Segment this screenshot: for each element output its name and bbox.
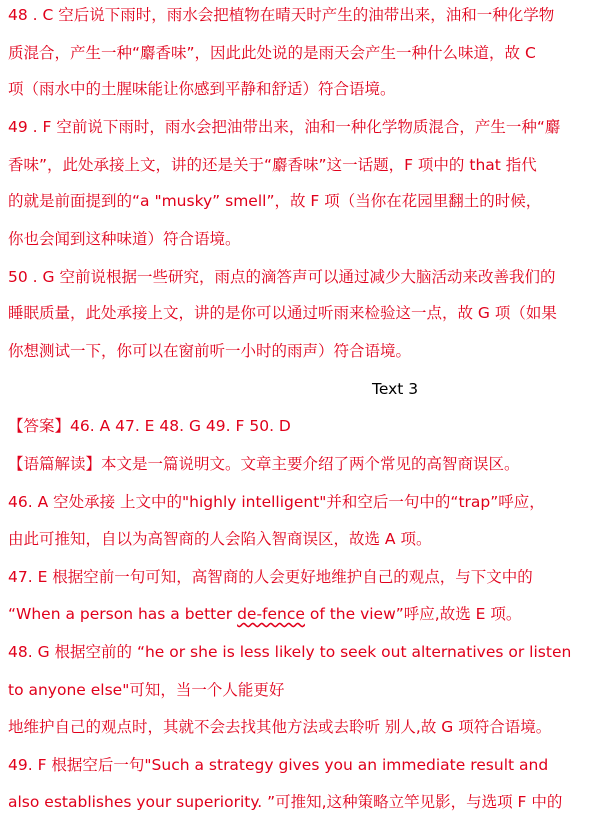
explanation-48-line1: 48 . C 空后说下雨时，雨水会把植物在晴天时产生的油带出来，油和一种化学物 <box>8 6 555 24</box>
text3-title: Text 3 <box>372 380 419 398</box>
q49-line1: 49. F 根据空后一句"Such a strategy gives you an immediate result and <box>8 756 549 774</box>
q47-line2-pre: “When a person has a better <box>8 605 238 623</box>
explanation-49-line1: 49 . F 空前说下雨时，雨水会把油带出来，油和一种化学物质混合，产生一种“麝 <box>8 118 561 136</box>
q48-line1: 48. G 根据空前的 “he or she is less likely to seek out alternatives or listen <box>8 643 572 661</box>
q48-line2: to anyone else"可知，当一个人能更好 <box>8 681 285 699</box>
analysis-label: 【语篇解读】 <box>8 455 102 473</box>
explanation-48-line3: 项（雨水中的土腥味能让你感到平静和舒适）符合语境。 <box>8 80 396 98</box>
explanation-49-line4: 你也会闻到这种味道）符合语境。 <box>8 230 241 248</box>
explanation-50-line3: 你想测试一下，你可以在窗前听一小时的雨声）符合语境。 <box>8 342 412 360</box>
explanation-49-line2: 香味”，此处承接上文，讲的还是关于“麝香味”这一话题，F 项中的 that 指代 <box>8 156 537 174</box>
analysis-text: 本文是一篇说明文。文章主要介绍了两个常见的高智商误区。 <box>101 455 520 473</box>
q47-line2-post: of the view”呼应,故选 E 项。 <box>304 605 522 623</box>
q49-line2: also establishes your superiority. ”可推知,这种策略立竿见影，与选项 F 中的 <box>8 793 563 811</box>
q47-line2 <box>8 603 521 625</box>
explanation-49-line3: 的就是前面提到的“a "musky” smell”，故 F 项（当你在花园里翻土的时候， <box>8 192 542 210</box>
explanation-50-line1: 50 . G 空前说根据一些研究，雨点的滴答声可以通过减少大脑活动来改善我们的 <box>8 268 556 286</box>
q46-line2: 由此可推知，自以为高智商的人会陷入智商误区，故选 A 项。 <box>8 530 432 548</box>
q46-line1: 46. A 空处承接 上文中的"highly intelligent"并和空后一句中的“trap”呼应， <box>8 493 545 511</box>
answer-key: 【答案】46. A 47. E 48. G 49. F 50. D <box>8 417 291 435</box>
passage-analysis <box>8 453 520 475</box>
q47-line1: 47. E 根据空前一句可知，高智商的人会更好地维护自己的观点，与下文中的 <box>8 568 533 586</box>
q48-line3: 地维护自己的观点时，其就不会去找其他方法或去聆听 别人,故 G 项符合语境。 <box>8 718 552 736</box>
q47-defence-word: de-fence <box>237 605 305 623</box>
explanation-48-line2: 质混合，产生一种“麝香味”，因此此处说的是雨天会产生一种什么味道，故 C <box>8 44 536 62</box>
explanation-50-line2: 睡眠质量，此处承接上文，讲的是你可以通过听雨来检验这一点，故 G 项（如果 <box>8 304 557 322</box>
